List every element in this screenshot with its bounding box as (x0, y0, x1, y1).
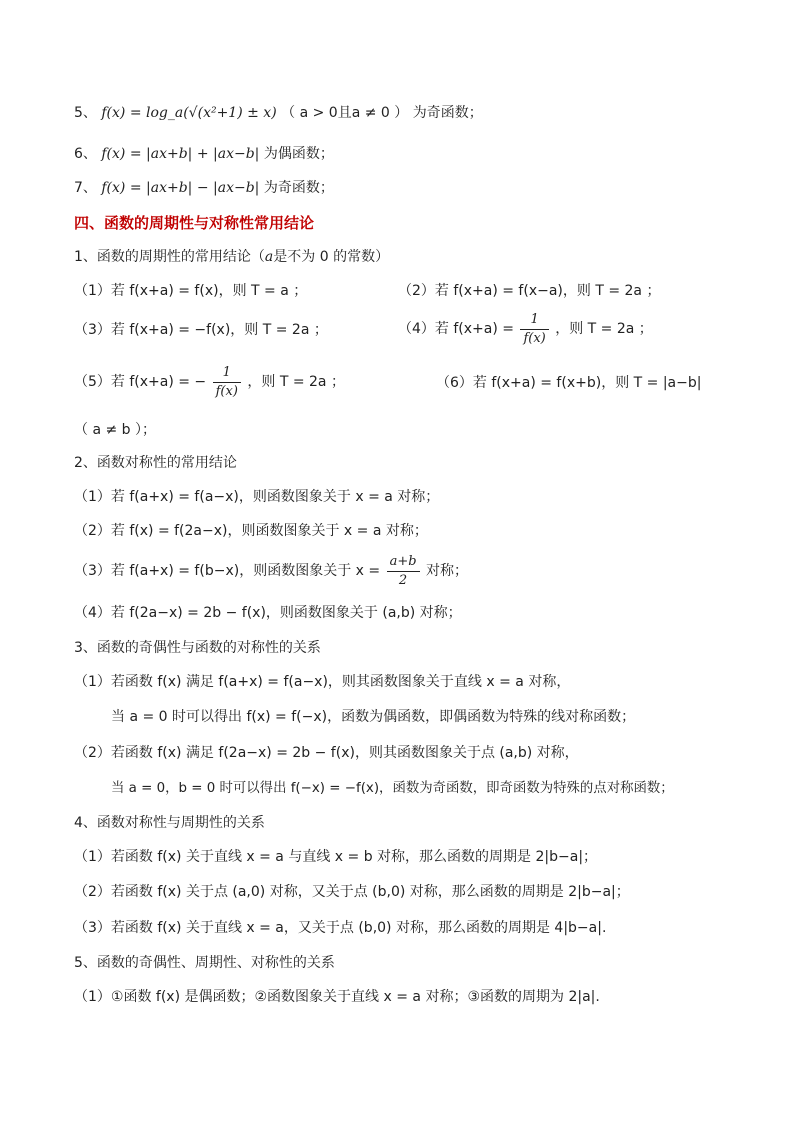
item-prefix: 5、 (74, 105, 97, 121)
period-symmetry-rule-1: （1）若函数 f(x) 关于直线 x = a 与直线 x = b 对称，那么函数的周期是 2|b−a|； (74, 849, 598, 865)
denominator: f(x) (523, 330, 546, 346)
period-symmetry-rule-2: （2）若函数 f(x) 关于点 (a,0) 对称，又关于点 (b,0) 对称，那么函数的周期是 2|b−a|； (74, 884, 630, 900)
rule-text: 对称； (425, 563, 468, 579)
rule-text: ，则 T = 2a ； (247, 374, 345, 390)
numerator: 1 (520, 312, 548, 330)
denominator: 2 (398, 572, 408, 588)
numerator: a+b (387, 554, 420, 572)
item-7 (74, 178, 334, 198)
period-rule-5 (74, 363, 345, 401)
period-symmetry-rule-3: （3）若函数 f(x) 关于直线 x = a，又关于点 (b,0) 对称，那么函数的周期是 4|b−a|. (74, 920, 607, 936)
denominator: f(x) (215, 383, 238, 399)
part1-title-post: 是不为 0 的常数） (273, 249, 390, 265)
part1-title-var: a (264, 249, 274, 265)
item-5 (74, 103, 483, 123)
formula: f(x) = log_a(√(x²+1) ± x) (101, 105, 277, 121)
symmetry-rule-3 (74, 552, 468, 590)
item-suffix: 为奇函数； (263, 180, 334, 196)
rule-text: （5）若 f(x+a) = − (74, 374, 207, 390)
rule-text: （4）若 f(x+a) = (398, 321, 514, 337)
period-rule-6-cont: （ a ≠ b ）； (74, 422, 156, 438)
fraction (213, 365, 241, 400)
section-heading: 四、函数的周期性与对称性常用结论 (74, 214, 315, 232)
relation-rule-2-note: 当 a = 0，b = 0 时可以得出 f(−x) = −f(x)，函数为奇函数，即奇函数为特殊的点对称函数； (111, 781, 674, 796)
numerator: 1 (213, 365, 241, 383)
condition: （ a > 0且a ≠ 0 ） (281, 105, 409, 121)
part1-title (74, 247, 389, 267)
item-suffix: 为奇函数； (412, 105, 483, 121)
item-prefix: 7、 (74, 180, 97, 196)
symmetry-rule-1: （1）若 f(a+x) = f(a−x)，则函数图象关于 x = a 对称； (74, 489, 440, 505)
parity-period-symmetry-rule-1: （1）①函数 f(x) 是偶函数；②函数图象关于直线 x = a 对称；③函数的周期为 2|a|. (74, 989, 600, 1005)
formula: f(x) = |ax+b| + |ax−b| (101, 146, 260, 162)
period-rule-2: （2）若 f(x+a) = f(x−a)，则 T = 2a ； (398, 283, 661, 299)
part2-title: 2、函数对称性的常用结论 (74, 455, 237, 471)
part1-title-pre: 1、函数的周期性的常用结论（ (74, 249, 265, 265)
item-prefix: 6、 (74, 146, 97, 162)
period-rule-6: （6）若 f(x+a) = f(x+b)，则 T = |a−b| (436, 375, 702, 391)
symmetry-rule-2: （2）若 f(x) = f(2a−x)，则函数图象关于 x = a 对称； (74, 523, 428, 539)
formula: f(x) = |ax+b| − |ax−b| (101, 180, 260, 196)
relation-rule-1-note: 当 a = 0 时可以得出 f(x) = f(−x)，函数为偶函数，即偶函数为特殊的线对称函数； (111, 709, 636, 725)
part3-title: 3、函数的奇偶性与函数的对称性的关系 (74, 640, 321, 656)
rule-text: （3）若 f(a+x) = f(b−x)，则函数图象关于 x = (74, 563, 381, 579)
relation-rule-1: （1）若函数 f(x) 满足 f(a+x) = f(a−x)，则其函数图象关于直线 x = a 对称， (74, 674, 571, 690)
item-suffix: 为偶函数； (263, 146, 334, 162)
fraction (520, 312, 548, 347)
part5-title: 5、函数的奇偶性、周期性、对称性的关系 (74, 955, 335, 971)
period-rule-4 (398, 310, 653, 348)
part4-title: 4、函数对称性与周期性的关系 (74, 815, 265, 831)
relation-rule-2: （2）若函数 f(x) 满足 f(2a−x) = 2b − f(x)，则其函数图象关于点 (a,b) 对称， (74, 745, 579, 761)
period-rule-3: （3）若 f(x+a) = −f(x)，则 T = 2a ； (74, 322, 328, 338)
symmetry-rule-4: （4）若 f(2a−x) = 2b − f(x)，则函数图象关于 (a,b) 对称； (74, 605, 462, 621)
rule-text: ，则 T = 2a ； (555, 321, 653, 337)
fraction (387, 554, 420, 589)
period-rule-1: （1）若 f(x+a) = f(x)，则 T = a ； (74, 283, 308, 299)
item-6 (74, 144, 334, 164)
